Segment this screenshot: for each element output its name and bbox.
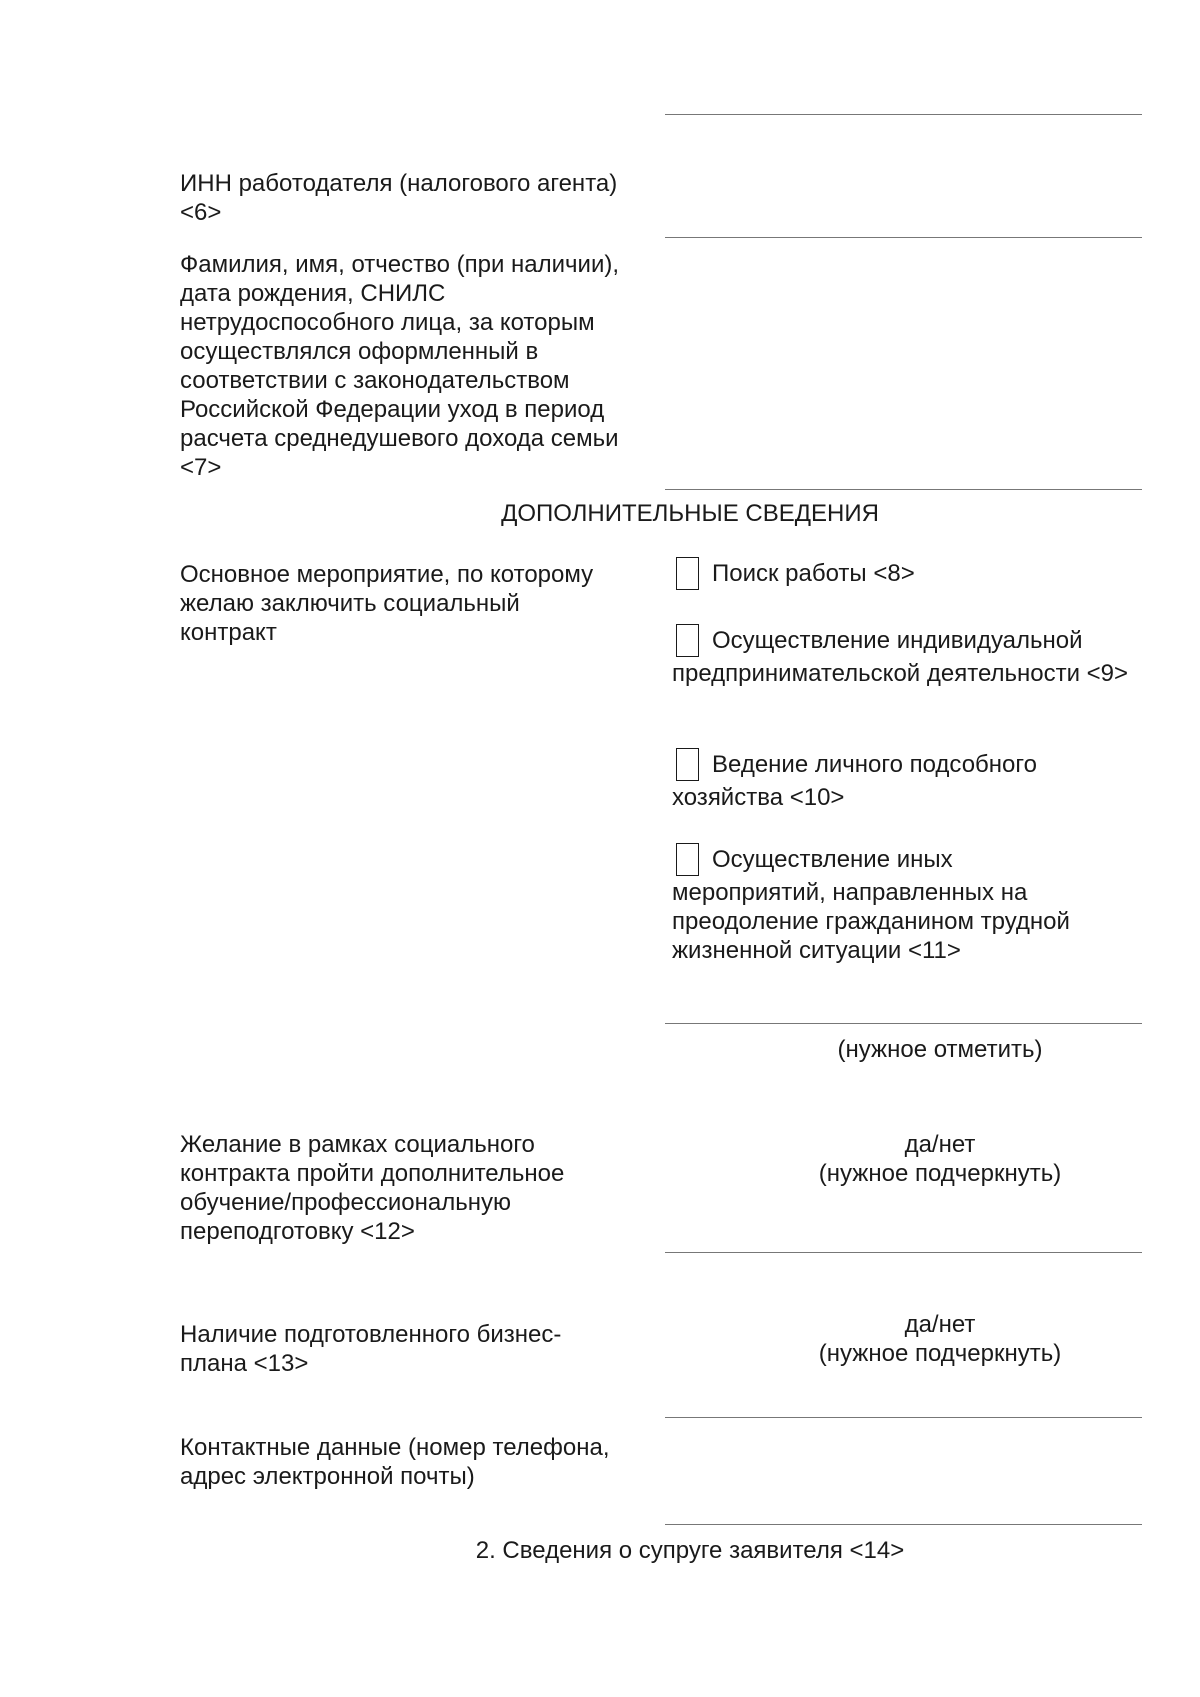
option-household-label-rest: хозяйства <10> bbox=[672, 784, 845, 811]
options-hint: (нужное отметить) bbox=[837, 1036, 1043, 1063]
options-line bbox=[665, 1023, 1142, 1024]
training-label: Желание в рамках социального контракта пройти дополнительное обучение/профессиональную переподготовку <12> bbox=[180, 1131, 565, 1245]
option-household-label: Ведение личного подсобного bbox=[712, 751, 1037, 778]
training-line bbox=[665, 1252, 1142, 1253]
option-household[interactable] bbox=[672, 747, 1142, 812]
checkbox-job-search[interactable] bbox=[676, 557, 699, 590]
option-job-search-label: Поиск работы <8> bbox=[712, 560, 915, 587]
business-plan-hint: (нужное подчеркнуть) bbox=[818, 1340, 1062, 1367]
option-entrepreneurship[interactable] bbox=[672, 623, 1142, 688]
option-other[interactable] bbox=[672, 842, 1142, 965]
business-plan-line bbox=[665, 1417, 1142, 1418]
inn-field-line[interactable] bbox=[665, 237, 1142, 238]
option-job-search[interactable] bbox=[672, 556, 1142, 592]
checkbox-entrepreneurship[interactable] bbox=[676, 624, 699, 657]
option-other-label: Осуществление иных bbox=[712, 846, 953, 873]
training-yes-no[interactable]: да/нет bbox=[904, 1131, 976, 1158]
main-activity-label: Основное мероприятие, по которому желаю заключить социальный контракт bbox=[180, 561, 594, 646]
field-line bbox=[665, 114, 1142, 115]
business-plan-yes-no[interactable]: да/нет bbox=[904, 1311, 976, 1338]
checkbox-other[interactable] bbox=[676, 843, 699, 876]
fio-label: Фамилия, имя, отчество (при наличии), дата рождения, СНИЛС нетрудоспособного лица, за которым осуществлялся оформленный в соответствии с законодательством Российской Федерации уход в период расчета среднедушевого дохода семьи <7> bbox=[180, 251, 620, 481]
section-heading: ДОПОЛНИТЕЛЬНЫЕ СВЕДЕНИЯ bbox=[501, 500, 879, 527]
option-other-label-rest: мероприятий, направленных на преодоление гражданином трудной жизненной ситуации <11> bbox=[672, 879, 1070, 964]
contacts-label: Контактные данные (номер телефона, адрес электронной почты) bbox=[180, 1434, 610, 1490]
training-hint: (нужное подчеркнуть) bbox=[818, 1160, 1062, 1187]
fio-field-line[interactable] bbox=[665, 489, 1142, 490]
inn-label: ИНН работодателя (налогового агента) <6> bbox=[180, 170, 618, 226]
business-plan-label: Наличие подготовленного бизнес-плана <13> bbox=[180, 1321, 562, 1377]
option-entrepreneurship-label: Осуществление индивидуальной bbox=[712, 627, 1083, 654]
checkbox-household[interactable] bbox=[676, 748, 699, 781]
option-entrepreneurship-label-rest: предпринимательской деятельности <9> bbox=[672, 660, 1129, 687]
next-section-heading: 2. Сведения о супруге заявителя <14> bbox=[475, 1537, 905, 1564]
contacts-field-line[interactable] bbox=[665, 1524, 1142, 1525]
